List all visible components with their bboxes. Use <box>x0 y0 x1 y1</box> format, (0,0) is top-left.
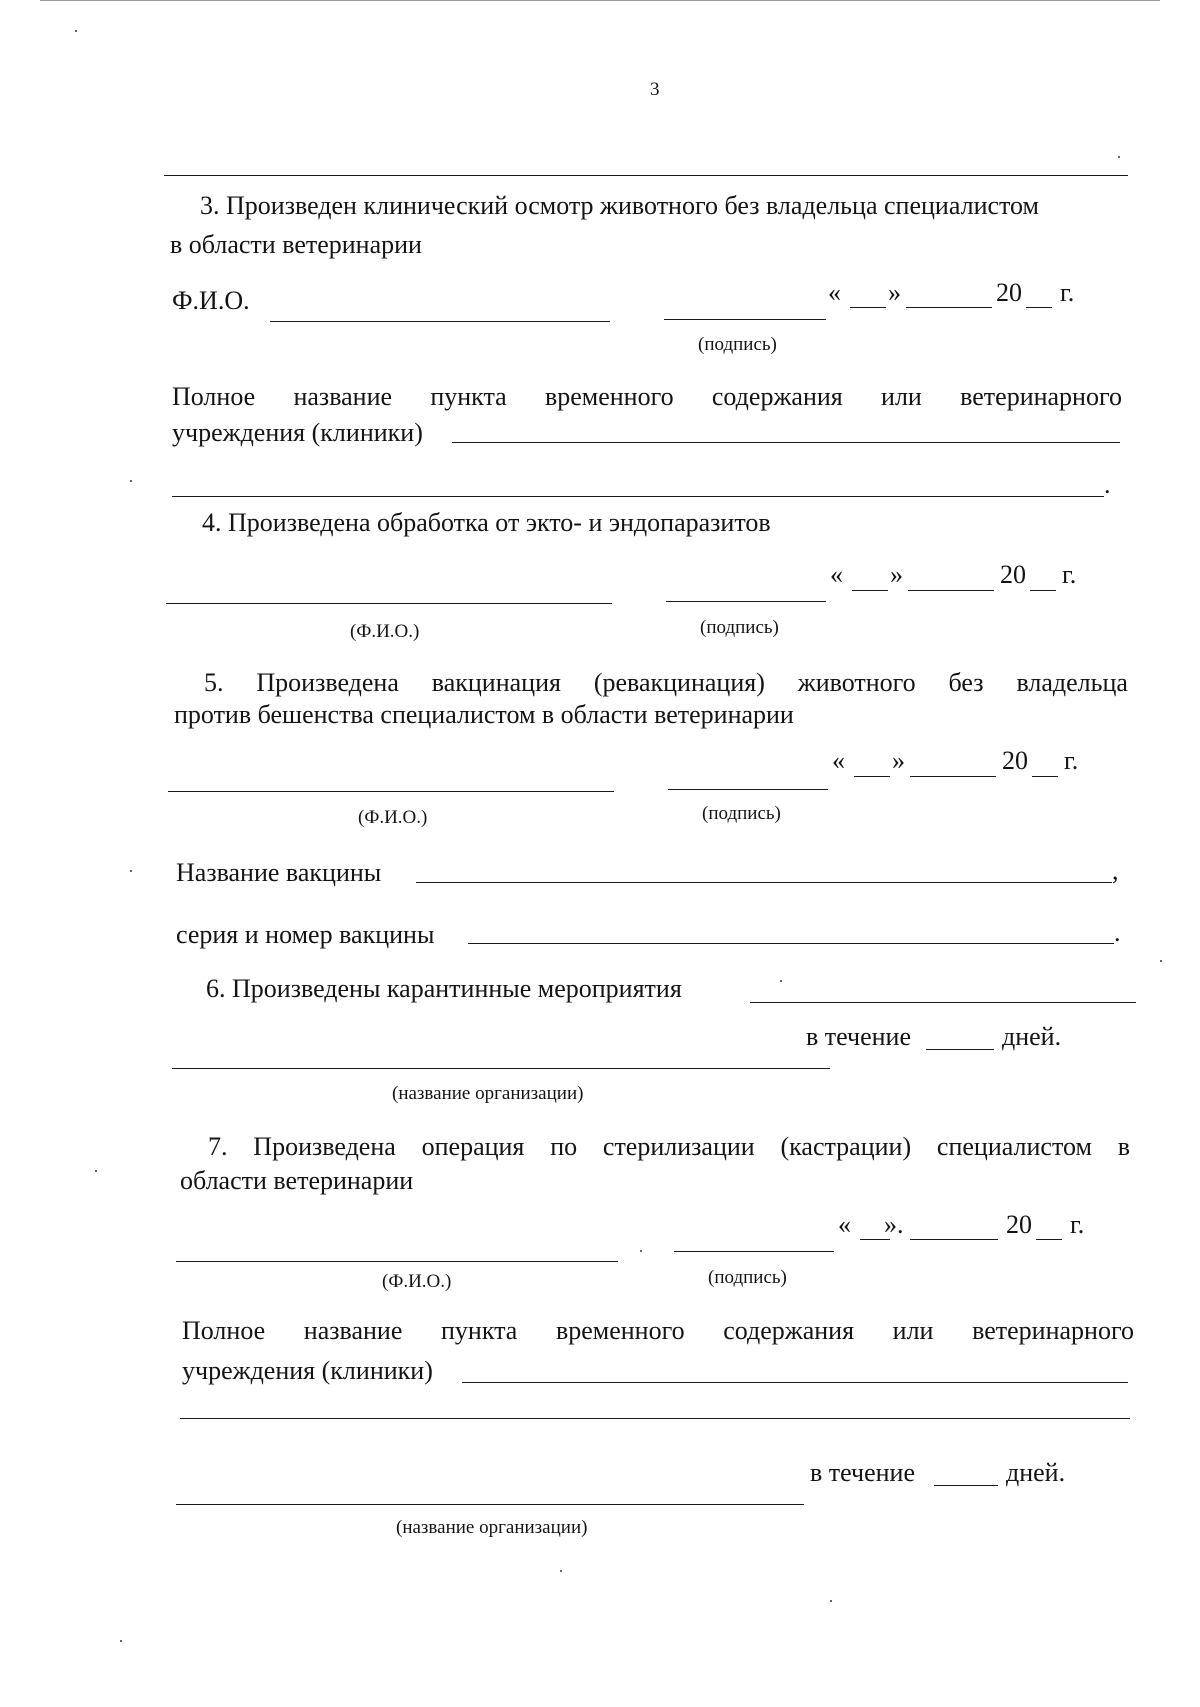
word: (кастрации) <box>780 1132 912 1161</box>
word: (ревакцинация) <box>593 668 765 697</box>
word: содержания <box>711 382 843 411</box>
sec7-days-label: дней. <box>1006 1458 1066 1487</box>
word: ветеринарного <box>972 1316 1134 1345</box>
sec4-signature-caption: (подпись) <box>700 617 779 638</box>
sec7-date-day-field[interactable] <box>860 1239 890 1240</box>
sec5-year-prefix: 20 <box>1002 746 1028 775</box>
sec3-facility-field-2[interactable] <box>172 496 1104 497</box>
word: Полное <box>172 382 256 411</box>
sec6-heading: 6. Произведены карантинные мероприятия <box>206 974 682 1003</box>
sec5-date-day-field[interactable] <box>854 776 890 777</box>
word: стерилизации <box>602 1132 755 1161</box>
sec5-signature-caption: (подпись) <box>702 803 781 824</box>
sec6-org-field[interactable] <box>172 1068 830 1069</box>
sec7-signature-field[interactable] <box>674 1251 834 1252</box>
scan-speck <box>1118 156 1120 158</box>
sec7-year-prefix: 20 <box>1006 1210 1032 1239</box>
sec7-facility-line2: учреждения (клиники) <box>182 1356 433 1385</box>
sec7-date-month-field[interactable] <box>910 1239 998 1240</box>
sec3-date-month-field[interactable] <box>906 307 992 308</box>
sec5-year-field[interactable] <box>1032 776 1058 777</box>
sec3-date-close: » <box>888 278 901 307</box>
scan-speck <box>130 870 132 872</box>
scan-speck <box>120 1640 122 1642</box>
sec5-date-close: » <box>892 746 905 775</box>
sec3-signature-caption: (подпись) <box>698 334 777 355</box>
sec5-year-suffix: г. <box>1064 746 1079 775</box>
word: пункта <box>440 1316 518 1345</box>
sec3-date-open: « <box>828 278 841 307</box>
vaccine-series-end: . <box>1114 918 1121 947</box>
word: или <box>892 1316 934 1345</box>
word: Полное <box>182 1316 266 1345</box>
sec7-facility-field-2[interactable] <box>180 1418 1130 1419</box>
sec5-fio-field[interactable] <box>168 791 614 792</box>
word: вакцинация <box>431 668 561 697</box>
word: 7. <box>208 1132 228 1161</box>
vaccine-series-label: серия и номер вакцины <box>176 920 435 949</box>
sec4-signature-field[interactable] <box>666 601 826 602</box>
sec3-heading-line2: в области ветеринарии <box>170 230 422 259</box>
sec7-heading-line2: области ветеринарии <box>180 1166 414 1195</box>
scan-speck <box>95 1170 97 1172</box>
scan-speck <box>640 1250 642 1252</box>
sec4-date-close: » <box>890 560 903 589</box>
sec6-days-label: дней. <box>1002 1022 1062 1051</box>
word: или <box>881 382 922 411</box>
sec7-facility-line1 <box>182 1318 1134 1344</box>
word: содержания <box>723 1316 855 1345</box>
sec4-fio-caption: (Ф.И.О.) <box>350 621 420 642</box>
vaccine-name-label: Название вакцины <box>176 858 382 887</box>
sec7-signature-caption: (подпись) <box>708 1267 787 1288</box>
vaccine-name-field[interactable] <box>416 882 1112 883</box>
word: название <box>303 1316 403 1345</box>
sec4-date-month-field[interactable] <box>908 590 994 591</box>
sec4-date-open: « <box>830 560 843 589</box>
sec7-during-label: в течение <box>810 1458 916 1487</box>
sec3-year-suffix: г. <box>1060 278 1075 307</box>
sec7-year-suffix: г. <box>1070 1210 1085 1239</box>
sec3-facility-line1 <box>172 384 1122 410</box>
sec4-date-day-field[interactable] <box>852 590 888 591</box>
sec7-year-field[interactable] <box>1036 1239 1062 1240</box>
sec7-fio-caption: (Ф.И.О.) <box>382 1271 452 1292</box>
sec4-heading: 4. Произведена обработка от экто- и эндопаразитов <box>202 508 771 537</box>
vaccine-name-end: , <box>1112 856 1119 885</box>
scan-speck <box>560 1570 562 1572</box>
word: название <box>293 382 393 411</box>
sec7-facility-field[interactable] <box>462 1382 1128 1383</box>
sec3-end-mark: . <box>1104 470 1111 499</box>
word: Произведена <box>253 1132 396 1161</box>
word: временного <box>544 382 674 411</box>
sec3-facility-field[interactable] <box>452 442 1120 443</box>
sec7-org-field[interactable] <box>176 1504 804 1505</box>
word: животного <box>797 668 916 697</box>
word: в <box>1117 1132 1130 1161</box>
sec4-fio-field[interactable] <box>166 603 612 604</box>
sec5-signature-field[interactable] <box>668 789 828 790</box>
sec6-during-label: в течение <box>806 1022 912 1051</box>
word: 5. <box>204 668 224 697</box>
sec3-year-prefix: 20 <box>996 278 1022 307</box>
sec5-fio-caption: (Ф.И.О.) <box>358 807 428 828</box>
sec3-facility-line2: учреждения (клиники) <box>172 418 423 447</box>
scan-speck <box>130 480 132 482</box>
word: Произведена <box>256 668 399 697</box>
word: без <box>948 668 984 697</box>
sec7-date-open: « <box>838 1210 851 1239</box>
sec6-org-caption: (название организации) <box>392 1083 584 1104</box>
scan-speck <box>830 1600 832 1602</box>
sec5-heading-line1 <box>204 670 1128 696</box>
page-number: 3 <box>650 79 660 100</box>
vaccine-series-field[interactable] <box>468 943 1114 944</box>
word: временного <box>555 1316 685 1345</box>
word: ветеринарного <box>960 382 1122 411</box>
scan-speck <box>1160 960 1162 962</box>
word: специалистом <box>936 1132 1092 1161</box>
sec5-date-month-field[interactable] <box>910 776 996 777</box>
scan-speck <box>780 980 782 982</box>
sec6-measures-field[interactable] <box>750 1002 1136 1003</box>
scan-top-edge <box>40 0 1160 1</box>
sec7-date-close: ». <box>884 1210 904 1239</box>
sec3-heading-line1: 3. Произведен клинический осмотр животного без владельца специалистом <box>200 191 1039 220</box>
header-rule <box>164 175 1128 176</box>
sec3-fio-label: Ф.И.О. <box>172 286 250 315</box>
scan-speck <box>75 30 77 32</box>
sec4-year-suffix: г. <box>1062 560 1077 589</box>
sec3-date-day-field[interactable] <box>850 307 886 308</box>
sec7-fio-field[interactable] <box>176 1261 618 1262</box>
sec7-org-caption: (название организации) <box>396 1517 588 1538</box>
word: операция <box>421 1132 525 1161</box>
word: владельца <box>1016 668 1128 697</box>
word: по <box>550 1132 578 1161</box>
sec7-heading-line1 <box>208 1134 1130 1160</box>
sec5-heading-line2: против бешенства специалистом в области ветеринарии <box>174 700 794 729</box>
sec3-signature-field[interactable] <box>664 319 826 320</box>
sec3-year-field[interactable] <box>1026 307 1052 308</box>
sec3-fio-field[interactable] <box>270 321 610 322</box>
sec6-days-field[interactable] <box>926 1049 994 1050</box>
word: пункта <box>430 382 507 411</box>
sec7-days-field[interactable] <box>934 1485 998 1486</box>
sec4-year-field[interactable] <box>1030 590 1056 591</box>
sec5-date-open: « <box>832 746 845 775</box>
sec4-year-prefix: 20 <box>1000 560 1026 589</box>
